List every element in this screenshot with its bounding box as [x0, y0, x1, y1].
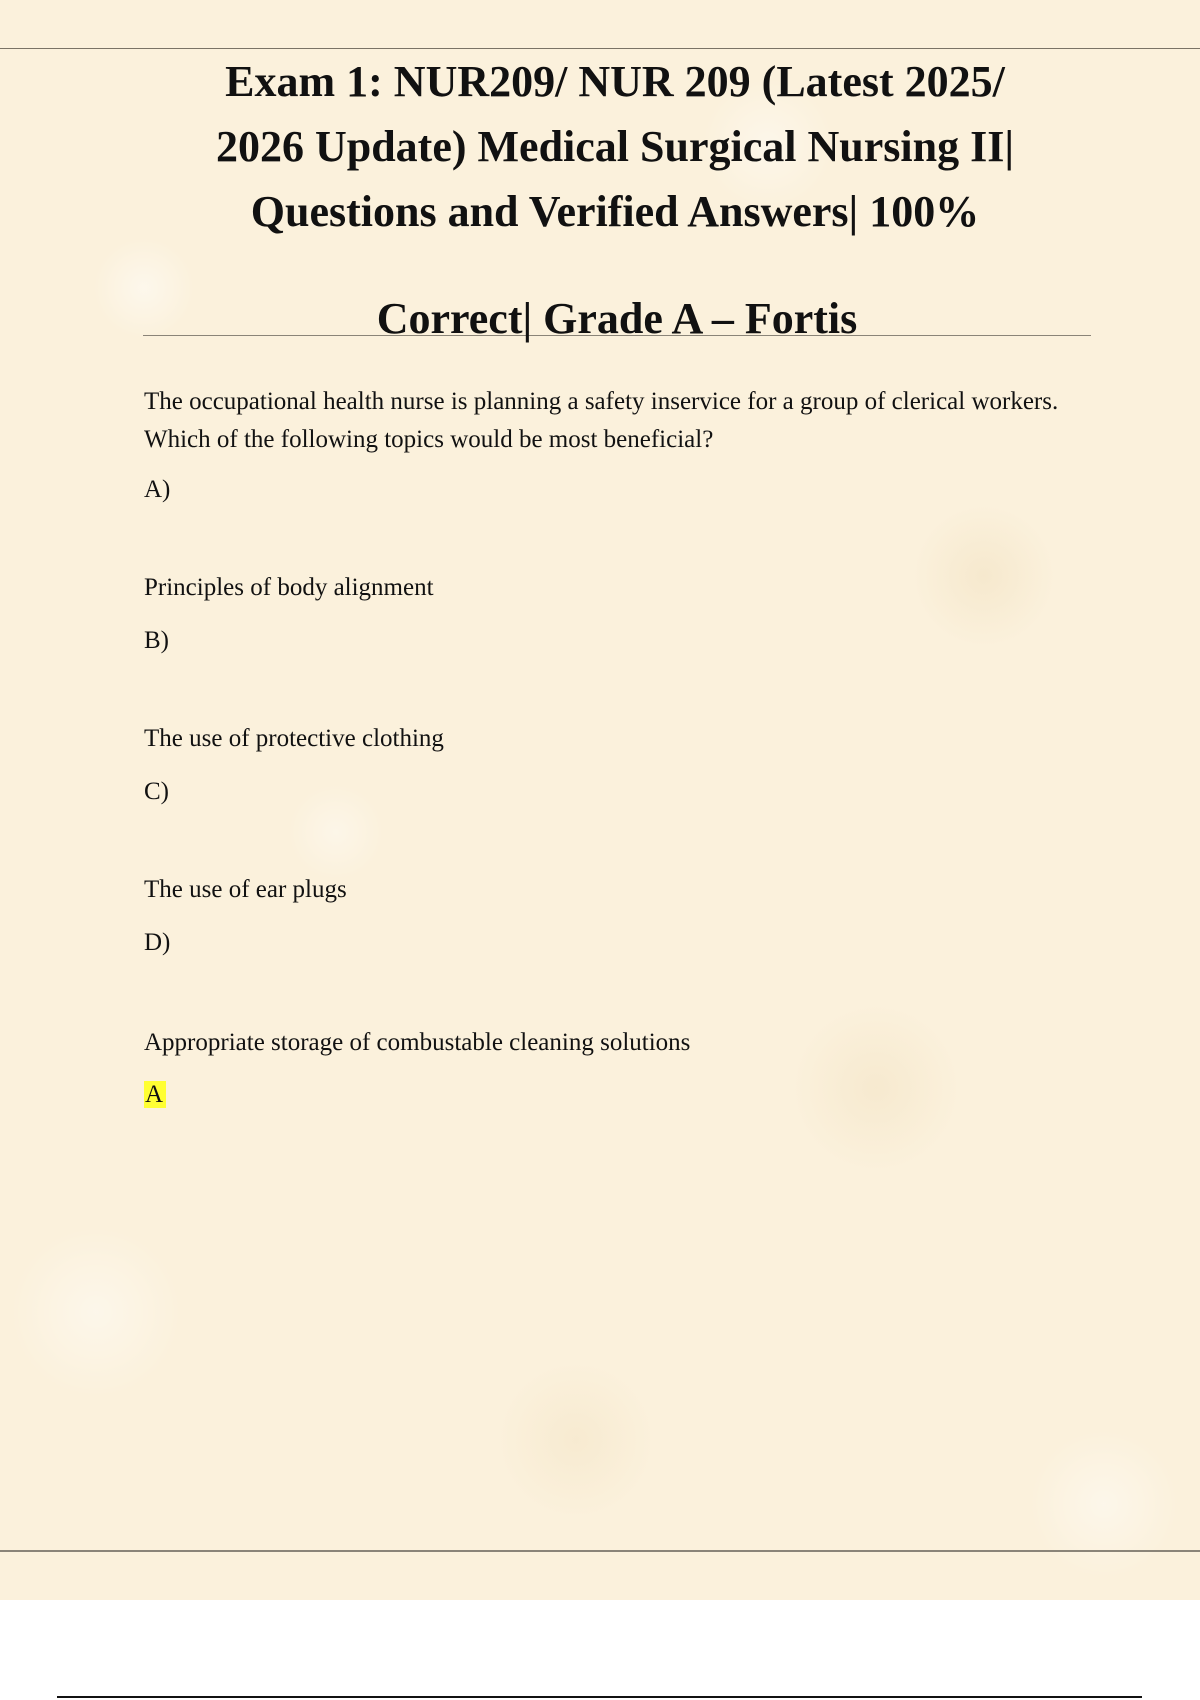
title-line-3: Questions and Verified Answers| 100%	[250, 187, 980, 236]
option-a-letter: A)	[144, 476, 171, 503]
footer-rule	[57, 1696, 1142, 1698]
subtitle-block	[143, 291, 1091, 343]
option-c-text: The use of ear plugs	[144, 876, 347, 903]
title-line-2: 2026 Update) Medical Surgical Nursing II|	[215, 122, 1015, 171]
bottom-rule	[0, 1550, 1200, 1552]
option-d-letter: D)	[144, 929, 171, 956]
title-line-1: Exam 1: NUR209/ NUR 209 (Latest 2025/	[225, 57, 1005, 106]
question-text: The occupational health nurse is planning a safety inservice for a group of clerical workers. Which of the following topics would be most beneficial?	[144, 388, 1059, 453]
answer-line	[144, 1076, 1084, 1114]
option-a-text: Principles of body alignment	[144, 574, 434, 601]
answer-highlight: A	[144, 1081, 166, 1108]
document-title	[145, 49, 1085, 244]
question-block	[144, 383, 1084, 1114]
document-subtitle: Correct| Grade A – Fortis	[376, 294, 858, 343]
option-b-text: The use of protective clothing	[144, 725, 444, 752]
option-c-letter: C)	[144, 778, 169, 805]
option-b-letter: B)	[144, 627, 169, 654]
option-d-text: Appropriate storage of combustable cleaning solutions	[144, 1029, 691, 1056]
